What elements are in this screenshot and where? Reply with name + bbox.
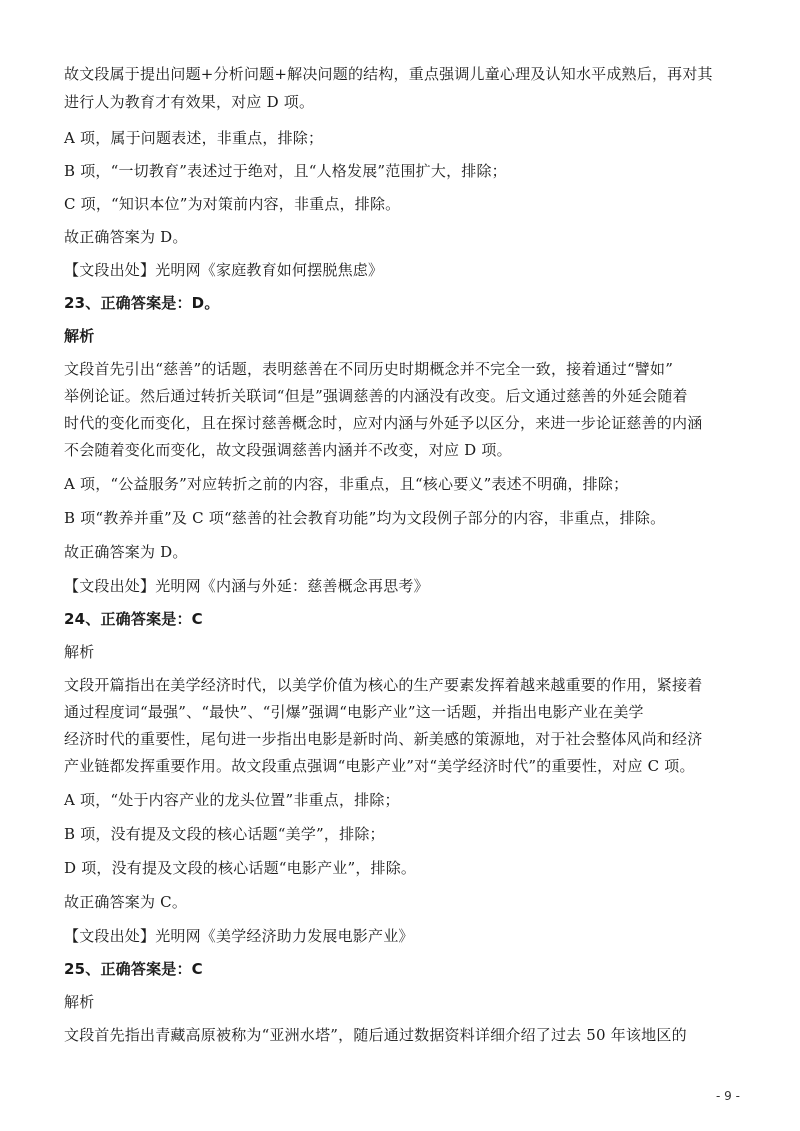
paragraph-line: 故文段属于提出问题+分析问题+解决问题的结构，重点强调儿童心理及认知水平成熟后，再对其 [64, 65, 713, 83]
paragraph-line: 文段首先指出青藏高原被称为“亚洲水塔”，随后通过数据资料详细介绍了过去 50 年该地区的 [64, 1026, 687, 1044]
paragraph-line: B 项，“一切教育”表述过于绝对，且“人格发展”范围扩大，排除； [64, 162, 507, 180]
analysis-heading: 解析 [64, 327, 95, 345]
answer-heading: 23、正确答案是：D。 [64, 294, 220, 312]
paragraph-line: 文段开篇指出在美学经济时代，以美学价值为核心的生产要素发挥着越来越重要的作用，紧接着 [64, 676, 703, 694]
paragraph-line: 故正确答案为 C。 [64, 893, 188, 911]
paragraph-line: 时代的变化而变化，且在探讨慈善概念时，应对内涵与外延予以区分，来进一步论证慈善的内涵 [64, 414, 703, 432]
paragraph-line: B 项，没有提及文段的核心话题“美学”，排除； [64, 825, 385, 843]
paragraph-line: 故正确答案为 D。 [64, 543, 188, 561]
answer-heading: 24、正确答案是：C [64, 610, 203, 628]
paragraph-line: B 项“教养并重”及 C 项“慈善的社会教育功能”均为文段例子部分的内容，非重点，排除。 [64, 509, 666, 527]
paragraph-line: 不会随着变化而变化，故文段强调慈善内涵并不改变，对应 D 项。 [64, 441, 512, 459]
paragraph-line: 举例论证。然后通过转折关联词“但是”强调慈善的内涵没有改变。后文通过慈善的外延会随着 [64, 387, 688, 405]
paragraph-line: D 项，没有提及文段的核心话题“电影产业”，排除。 [64, 859, 417, 877]
analysis-heading: 解析 [64, 643, 95, 661]
paragraph-line: 产业链都发挥重要作用。故文段重点强调“电影产业”对“美学经济时代”的重要性，对应 C 项。 [64, 757, 695, 775]
answer-heading: 25、正确答案是：C [64, 960, 203, 978]
paragraph-line: C 项，“知识本位”为对策前内容，非重点，排除。 [64, 195, 401, 213]
analysis-heading: 解析 [64, 993, 95, 1011]
paragraph-line: A 项，属于问题表述，非重点，排除； [64, 129, 324, 147]
source-line: 【文段出处】光明网《家庭教育如何摆脱焦虑》 [64, 261, 384, 279]
paragraph-line: 故正确答案为 D。 [64, 228, 188, 246]
paragraph-line: 进行人为教育才有效果，对应 D 项。 [64, 93, 315, 111]
paragraph-line: A 项，“公益服务”对应转折之前的内容，非重点，且“核心要义”表述不明确，排除； [64, 475, 629, 493]
source-line: 【文段出处】光明网《内涵与外延：慈善概念再思考》 [64, 577, 429, 595]
paragraph-line: 经济时代的重要性，尾句进一步指出电影是新时尚、新美感的策源地，对于社会整体风尚和经济 [64, 730, 703, 748]
paragraph-line: A 项，“处于内容产业的龙头位置”非重点，排除； [64, 791, 400, 809]
page-number: - 9 - [716, 1089, 740, 1103]
paragraph-line: 文段首先引出“慈善”的话题，表明慈善在不同历史时期概念并不完全一致，接着通过“譬如” [64, 360, 674, 378]
source-line: 【文段出处】光明网《美学经济助力发展电影产业》 [64, 927, 414, 945]
paragraph-line: 通过程度词“最强”、“最快”、“引爆”强调“电影产业”这一话题，并指出电影产业在美学 [64, 703, 644, 721]
